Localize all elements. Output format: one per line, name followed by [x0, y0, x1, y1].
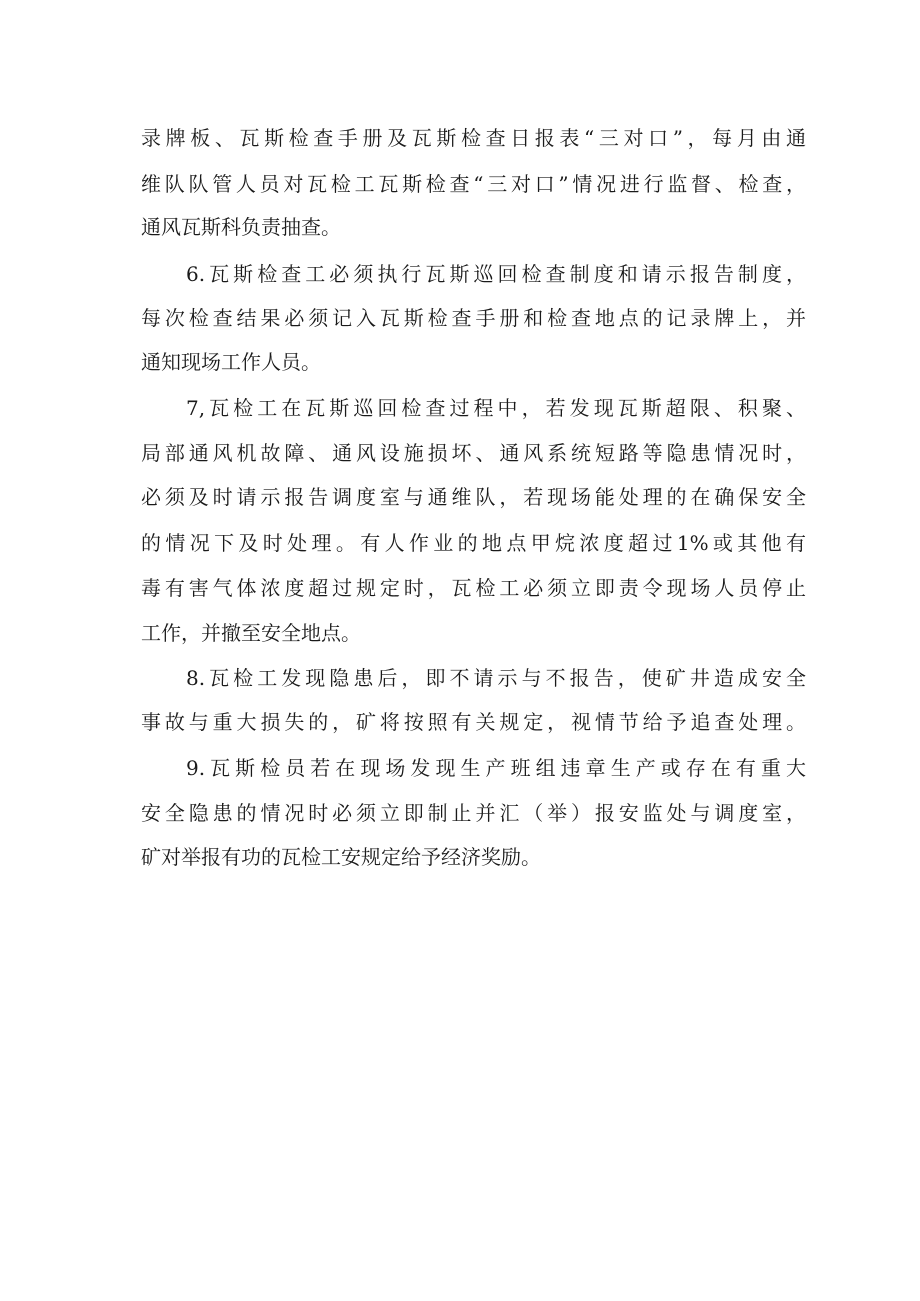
text-line: 安全隐患的情况时必须立即制止并汇（举）报安监处与调度室， [141, 801, 806, 825]
text-line: 局部通风机故障、通风设施损坏、通风系统短路等隐患情况时， [141, 441, 806, 465]
text-line: 的情况下及时处理。有人作业的地点甲烷浓度超过1%或其他有 [141, 531, 806, 555]
text-line: 通风瓦斯科负责抽查。 [141, 215, 341, 239]
item-7-first-line: 7,瓦检工在瓦斯巡回检查过程中，若发现瓦斯超限、积聚、 [186, 396, 806, 420]
item-8-first-line: 8.瓦检工发现隐患后，即不请示与不报告，使矿井造成安全 [186, 666, 806, 690]
text-line: 事故与重大损失的，矿将按照有关规定，视情节给予追查处理。 [141, 710, 806, 734]
item-6-first-line: 6.瓦斯检查工必须执行瓦斯巡回检查制度和请示报告制度， [186, 262, 806, 286]
text-line: 毒有害气体浓度超过规定时，瓦检工必须立即责令现场人员停止 [141, 576, 806, 600]
item-9-first-line: 9.瓦斯检员若在现场发现生产班组违章生产或存在有重大 [186, 756, 806, 780]
text-line: 每次检查结果必须记入瓦斯检查手册和检查地点的记录牌上，并 [141, 306, 806, 330]
text-line: 录牌板、瓦斯检查手册及瓦斯检查日报表“三对口”，每月由通 [141, 126, 806, 150]
text-line: 必须及时请示报告调度室与通维队，若现场能处理的在确保安全 [141, 485, 806, 509]
text-line: 矿对举报有功的瓦检工安规定给予经济奖励。 [141, 845, 541, 869]
text-line: 工作，并撤至安全地点。 [141, 621, 361, 645]
text-line: 通知现场工作人员。 [141, 350, 321, 374]
text-line: 维队队管人员对瓦检工瓦斯检查“三对口”情况进行监督、检查， [141, 172, 806, 196]
